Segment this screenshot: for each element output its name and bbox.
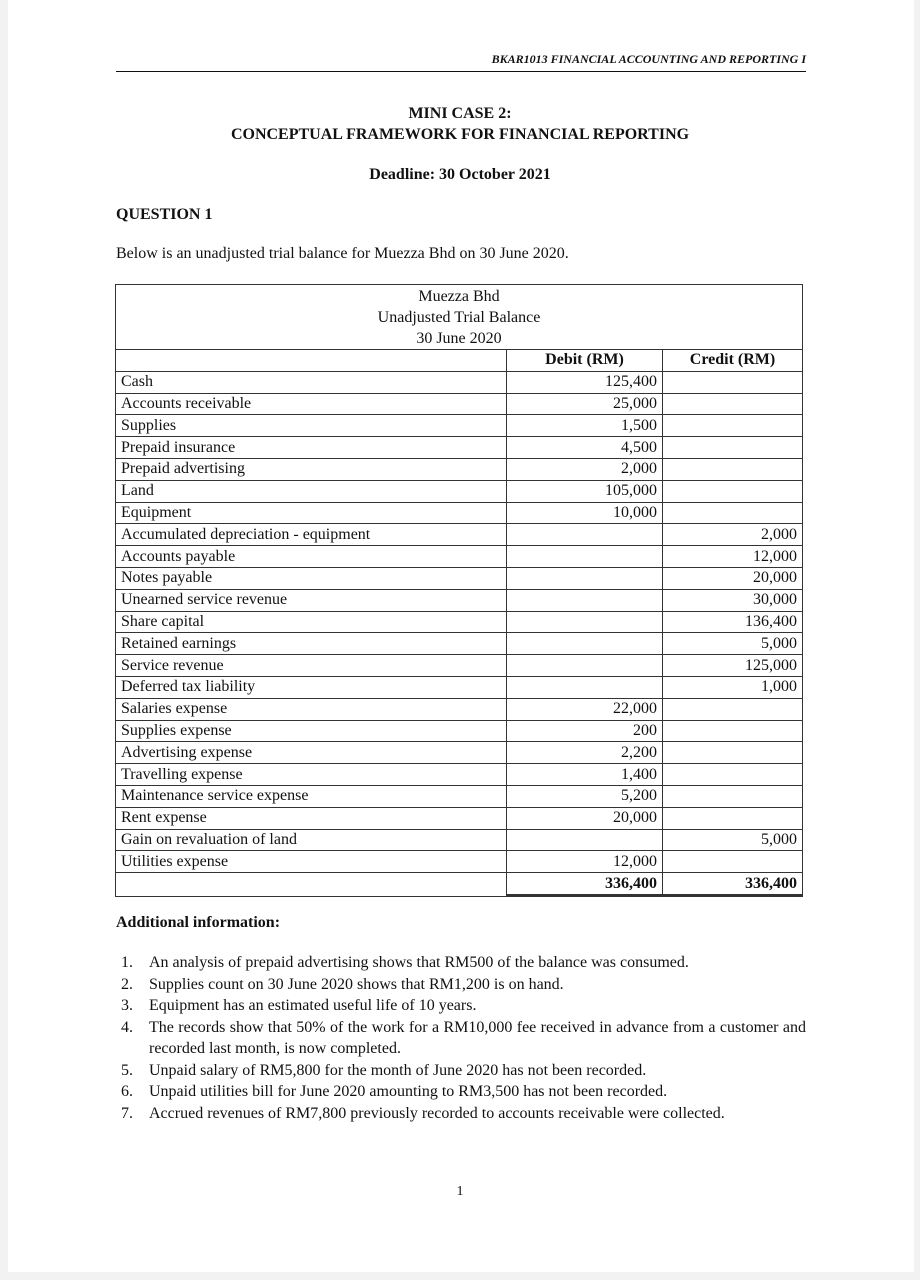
statement-date: 30 June 2020 <box>416 330 502 347</box>
credit-cell <box>663 371 803 393</box>
item-number: 7. <box>121 1104 133 1122</box>
credit-cell: 136,400 <box>663 611 803 633</box>
table-row <box>116 371 802 393</box>
table-row <box>116 829 802 851</box>
page-number: 1 <box>456 1184 464 1199</box>
credit-cell <box>663 720 803 742</box>
item-number: 1. <box>121 954 133 971</box>
item-number: 2. <box>121 975 133 993</box>
item-text: Unpaid salary of RM5,800 for the month of June 2020 has not been recorded. <box>149 1061 647 1079</box>
trial-balance-header <box>116 285 802 349</box>
list-item <box>116 952 806 974</box>
item-text: The records show that 50% of the work for a RM10,000 fee received in advance from a customer and recorded last month, is now completed. <box>149 1018 806 1057</box>
credit-cell <box>663 480 803 502</box>
debit-cell <box>507 567 663 589</box>
table-row <box>116 480 802 502</box>
list-item <box>116 1060 806 1082</box>
credit-cell: 12,000 <box>663 546 803 568</box>
debit-cell <box>507 829 663 851</box>
debit-cell: 1,500 <box>507 415 663 437</box>
debit-cell: 10,000 <box>507 502 663 524</box>
table-row <box>116 589 802 611</box>
account-cell: Accounts receivable <box>116 393 507 415</box>
debit-cell: 12,000 <box>507 851 663 873</box>
account-cell: Service revenue <box>116 655 507 677</box>
credit-cell <box>663 698 803 720</box>
debit-cell: 20,000 <box>507 807 663 829</box>
total-label-cell <box>116 873 507 895</box>
company-name: Muezza Bhd <box>418 288 500 305</box>
account-cell: Travelling expense <box>116 764 507 786</box>
credit-column-header: Credit (RM) <box>663 350 803 372</box>
debit-cell <box>507 611 663 633</box>
table-row <box>116 524 802 546</box>
account-cell: Cash <box>116 371 507 393</box>
table-row <box>116 437 802 459</box>
credit-cell: 5,000 <box>663 633 803 655</box>
debit-cell: 4,500 <box>507 437 663 459</box>
trial-balance-table <box>115 284 803 897</box>
table-row <box>116 567 802 589</box>
credit-cell: 5,000 <box>663 829 803 851</box>
credit-cell: 125,000 <box>663 655 803 677</box>
account-cell: Utilities expense <box>116 851 507 873</box>
list-item <box>116 974 806 996</box>
item-text: Accrued revenues of RM7,800 previously recorded to accounts receivable were collected. <box>149 1104 725 1122</box>
credit-cell: 1,000 <box>663 676 803 698</box>
item-number: 6. <box>121 1083 133 1100</box>
debit-cell: 125,400 <box>507 371 663 393</box>
table-row <box>116 720 802 742</box>
list-item <box>116 995 806 1017</box>
column-header-row <box>116 350 802 372</box>
account-cell: Deferred tax liability <box>116 676 507 698</box>
debit-cell: 25,000 <box>507 393 663 415</box>
table-row <box>116 415 802 437</box>
debit-cell: 200 <box>507 720 663 742</box>
credit-cell <box>663 458 803 480</box>
account-cell: Accumulated depreciation - equipment <box>116 524 507 546</box>
account-cell: Advertising expense <box>116 742 507 764</box>
account-cell: Gain on revaluation of land <box>116 829 507 851</box>
debit-cell: 105,000 <box>507 480 663 502</box>
credit-cell: 20,000 <box>663 567 803 589</box>
table-row <box>116 698 802 720</box>
debit-cell <box>507 546 663 568</box>
additional-info-list <box>116 952 806 1124</box>
table-row <box>116 785 802 807</box>
debit-cell <box>507 655 663 677</box>
case-title: MINI CASE 2: <box>408 105 512 122</box>
item-text: Supplies count on 30 June 2020 shows that RM1,200 is on hand. <box>149 975 564 993</box>
account-cell: Maintenance service expense <box>116 785 507 807</box>
deadline: Deadline: 30 October 2021 <box>369 166 551 183</box>
debit-cell: 2,000 <box>507 458 663 480</box>
debit-cell: 22,000 <box>507 698 663 720</box>
table-row <box>116 611 802 633</box>
item-text: An analysis of prepaid advertising shows that RM500 of the balance was consumed. <box>149 954 689 971</box>
item-number: 3. <box>121 997 133 1014</box>
debit-cell <box>507 589 663 611</box>
header-rule <box>116 71 806 72</box>
account-column-header <box>116 350 507 372</box>
account-cell: Accounts payable <box>116 546 507 568</box>
account-cell: Share capital <box>116 611 507 633</box>
item-number: 5. <box>121 1061 133 1079</box>
account-cell: Salaries expense <box>116 698 507 720</box>
table-row <box>116 742 802 764</box>
credit-cell <box>663 415 803 437</box>
account-cell: Prepaid advertising <box>116 458 507 480</box>
account-cell: Supplies expense <box>116 720 507 742</box>
table-row <box>116 393 802 415</box>
account-cell: Prepaid insurance <box>116 437 507 459</box>
debit-column-header: Debit (RM) <box>507 350 663 372</box>
table-row <box>116 764 802 786</box>
credit-cell: 30,000 <box>663 589 803 611</box>
credit-cell: 2,000 <box>663 524 803 546</box>
account-cell: Land <box>116 480 507 502</box>
account-cell: Notes payable <box>116 567 507 589</box>
table-row <box>116 655 802 677</box>
question-heading: QUESTION 1 <box>116 206 213 223</box>
statement-name: Unadjusted Trial Balance <box>377 309 541 326</box>
trial-balance-grid <box>116 349 802 896</box>
table-row <box>116 676 802 698</box>
question-intro: Below is an unadjusted trial balance for Muezza Bhd on 30 June 2020. <box>116 245 569 262</box>
list-item <box>116 1103 806 1125</box>
total-row <box>116 873 802 895</box>
account-cell: Rent expense <box>116 807 507 829</box>
credit-cell <box>663 502 803 524</box>
credit-cell <box>663 742 803 764</box>
table-row <box>116 546 802 568</box>
item-text: Unpaid utilities bill for June 2020 amounting to RM3,500 has not been recorded. <box>149 1083 668 1100</box>
table-row <box>116 458 802 480</box>
credit-cell <box>663 807 803 829</box>
credit-cell <box>663 437 803 459</box>
debit-cell: 1,400 <box>507 764 663 786</box>
account-cell: Equipment <box>116 502 507 524</box>
debit-cell: 5,200 <box>507 785 663 807</box>
table-row <box>116 851 802 873</box>
debit-cell <box>507 676 663 698</box>
item-number: 4. <box>121 1018 133 1036</box>
case-subtitle: CONCEPTUAL FRAMEWORK FOR FINANCIAL REPORTING <box>230 126 690 143</box>
item-text: Equipment has an estimated useful life of 10 years. <box>149 997 477 1014</box>
list-item <box>116 1017 806 1060</box>
additional-info-heading: Additional information: <box>116 914 281 931</box>
credit-cell <box>663 764 803 786</box>
credit-cell <box>663 851 803 873</box>
credit-cell <box>663 393 803 415</box>
list-item <box>116 1081 806 1103</box>
total-debit: 336,400 <box>507 873 663 895</box>
total-credit: 336,400 <box>663 873 803 895</box>
credit-cell <box>663 785 803 807</box>
account-cell: Retained earnings <box>116 633 507 655</box>
course-header: BKAR1013 FINANCIAL ACCOUNTING AND REPORTING I <box>491 52 806 66</box>
debit-cell <box>507 524 663 546</box>
table-row <box>116 502 802 524</box>
table-row <box>116 807 802 829</box>
account-cell: Supplies <box>116 415 507 437</box>
debit-cell: 2,200 <box>507 742 663 764</box>
account-cell: Unearned service revenue <box>116 589 507 611</box>
table-row <box>116 633 802 655</box>
debit-cell <box>507 633 663 655</box>
